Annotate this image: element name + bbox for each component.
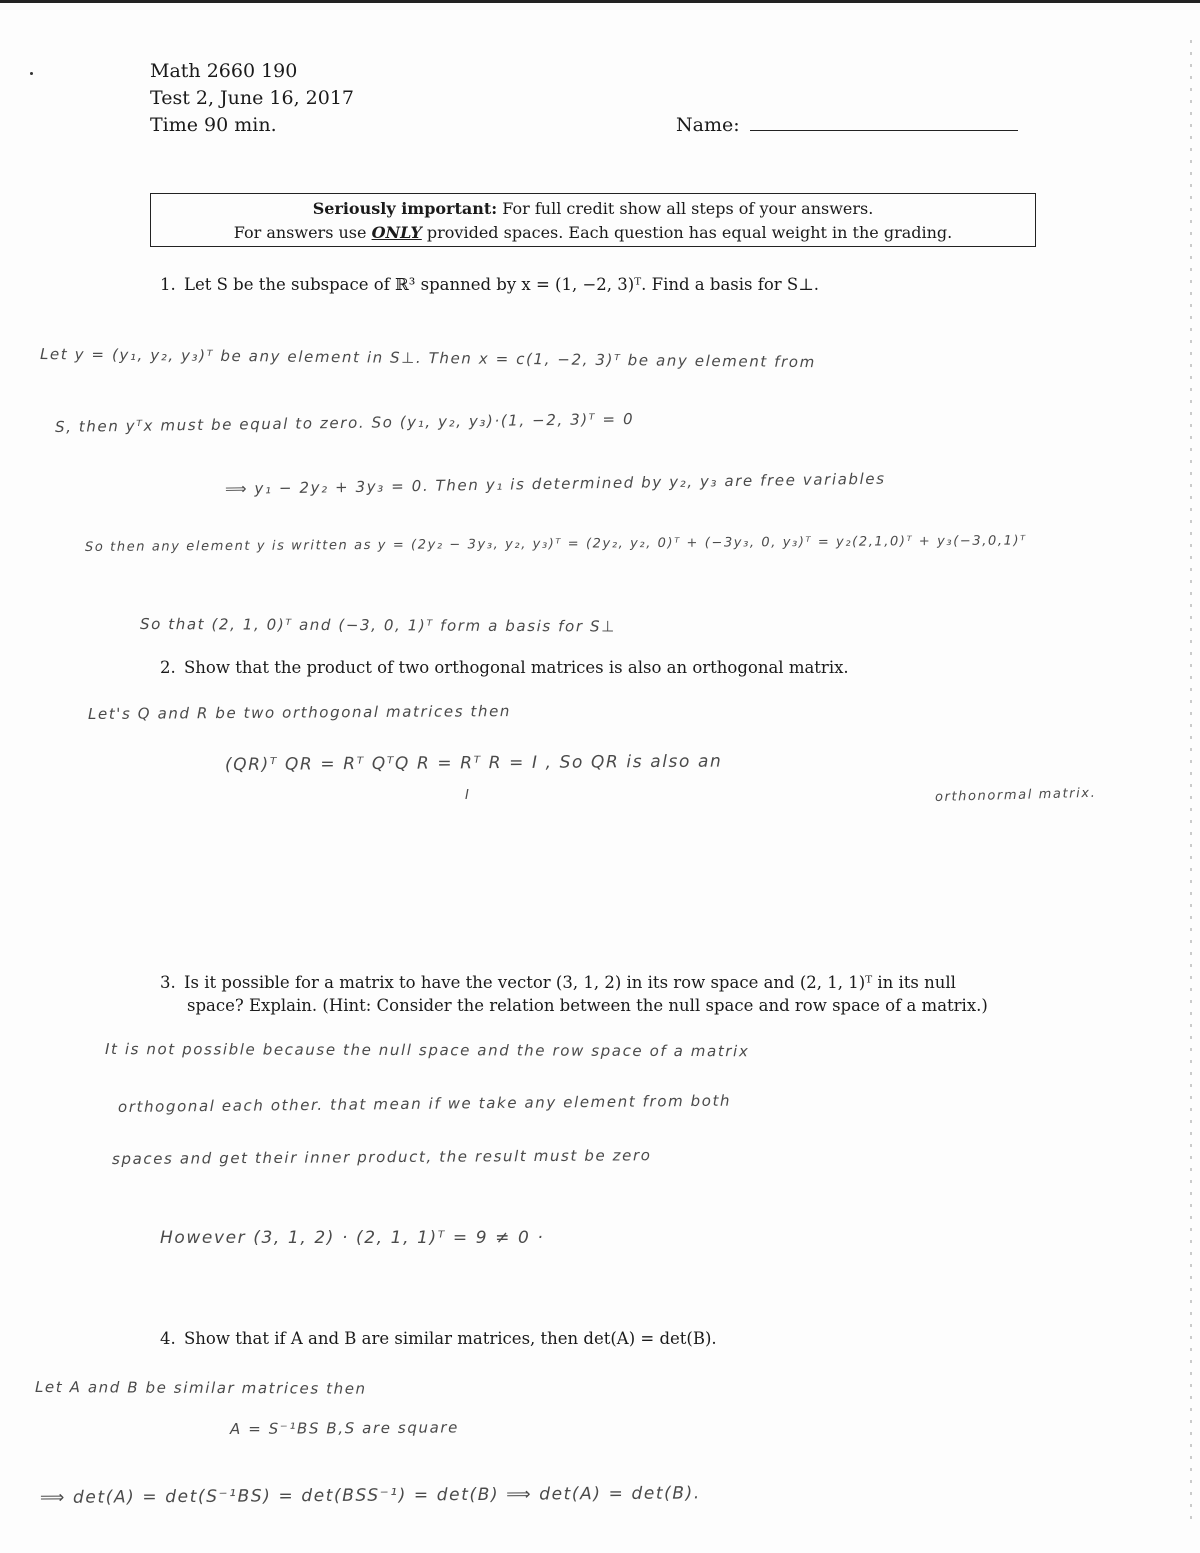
name-blank[interactable] — [750, 112, 1018, 131]
instructions-text-2a: For answers use — [233, 223, 367, 242]
answer-1-line-5: So that (2, 1, 0)ᵀ and (−3, 0, 1)ᵀ form a basis for S⊥ — [139, 615, 616, 636]
question-4 — [160, 1327, 717, 1350]
answer-2-line-2: (QR)ᵀ QR = Rᵀ QᵀQ R = Rᵀ R = I , So QR is also an — [224, 751, 723, 775]
question-1 — [160, 273, 819, 296]
answer-1-line-1: Let y = (y₁, y₂, y₃)ᵀ be any element in S⊥. Then x = c(1, −2, 3)ᵀ be any element from — [39, 345, 816, 372]
answer-3-line-4: However (3, 1, 2) · (2, 1, 1)ᵀ = 9 ≠ 0 · — [160, 1228, 545, 1248]
question-text-line-1: Is it possible for a matrix to have the vector (3, 1, 2) in its row space and (2, 1, 1)ᵀ in its null — [184, 973, 956, 992]
scan-edge — [0, 0, 1200, 3]
test-date: Test 2, June 16, 2017 — [150, 87, 355, 109]
question-number: 1. — [160, 275, 176, 294]
answer-4-line-1: Let A and B be similar matrices then — [34, 1378, 367, 1398]
answer-2-line-3: orthonormal matrix. — [934, 785, 1097, 805]
question-text: Show that if A and B are similar matrices, then det(A) = det(B). — [184, 1329, 717, 1348]
answer-1-line-4: So then any element y is written as y = (2y₂ − 3y₃, y₂, y₃)ᵀ = (2y₂, y₂, 0)ᵀ + (−3y₃, 0, y₃)ᵀ = y₂(2,1,0)ᵀ + y₃(−3,0,1)ᵀ — [84, 533, 1027, 555]
answer-3-line-1: It is not possible because the null space and the row space of a matrix — [104, 1040, 750, 1061]
question-text-line-2: space? Explain. (Hint: Consider the relation between the null space and row space of a matrix.) — [187, 996, 988, 1015]
answer-1-line-2: S, then yᵀx must be equal to zero. So (y₁, y₂, y₃)·(1, −2, 3)ᵀ = 0 — [54, 409, 635, 436]
answer-4-line-3: ⟹ det(A) = det(S⁻¹BS) = det(BSS⁻¹) = det(B) ⟹ det(A) = det(B). — [39, 1483, 701, 1508]
instructions-box — [150, 193, 1036, 247]
answer-2-line-1: Let's Q and R be two orthogonal matrices then — [87, 702, 512, 723]
instructions-text-2b: provided spaces. Each question has equal weight in the grading. — [426, 223, 953, 242]
answer-3-line-3: spaces and get their inner product, the result must be zero — [111, 1146, 652, 1168]
name-label: Name: — [676, 114, 740, 136]
answer-3-line-2: orthogonal each other. that mean if we take any element from both — [117, 1091, 732, 1116]
question-text: Show that the product of two orthogonal matrices is also an orthogonal matrix. — [184, 658, 849, 677]
important-label: Seriously important: — [312, 199, 498, 218]
question-3 — [160, 971, 988, 1017]
answer-2-identity-note: I — [465, 788, 471, 803]
test-header — [150, 58, 354, 139]
scan-dot — [30, 72, 33, 75]
instructions-line-1 — [151, 197, 1035, 221]
scan-margin-marks — [1190, 40, 1192, 1520]
question-number: 4. — [160, 1329, 176, 1348]
time-limit: Time 90 min. — [150, 114, 277, 136]
question-2 — [160, 656, 849, 679]
name-field[interactable] — [676, 112, 1018, 136]
instructions-text-1: For full credit show all steps of your answers. — [502, 199, 874, 218]
question-number: 3. — [160, 973, 176, 992]
only-emphasis: ONLY — [371, 223, 422, 242]
answer-1-line-3: ⟹ y₁ − 2y₂ + 3y₃ = 0. Then y₁ is determined by y₂, y₃ are free variables — [224, 469, 886, 498]
answer-4-line-2: A = S⁻¹BS B,S are square — [229, 1418, 459, 1438]
course-title: Math 2660 190 — [150, 60, 298, 82]
question-number: 2. — [160, 658, 176, 677]
question-text: Let S be the subspace of ℝ³ spanned by x = (1, −2, 3)ᵀ. Find a basis for S⊥. — [184, 275, 819, 294]
instructions-line-2 — [151, 221, 1035, 245]
